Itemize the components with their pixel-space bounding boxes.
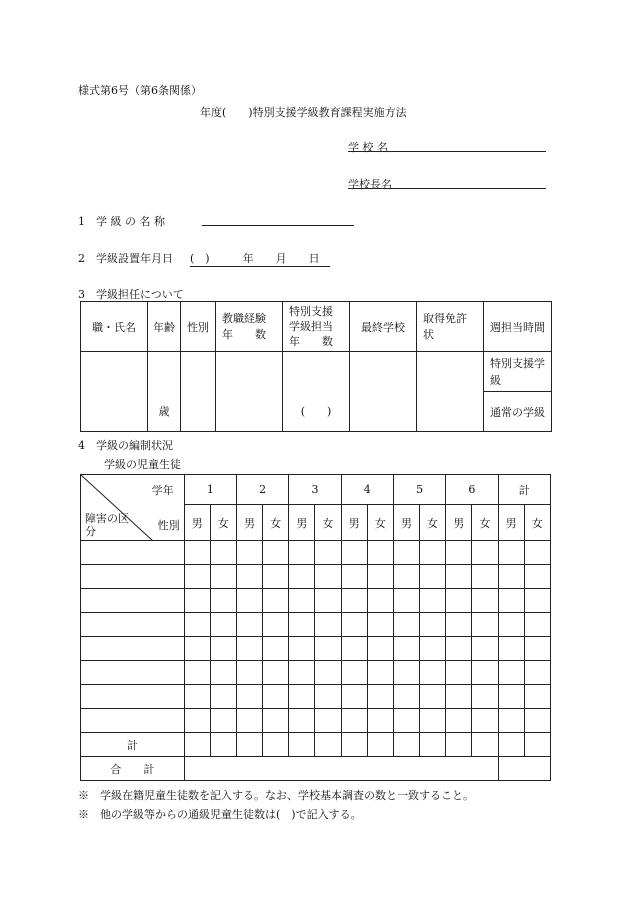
count-cell[interactable]: [393, 733, 419, 757]
table-row: [81, 541, 551, 565]
count-cell[interactable]: [289, 709, 315, 733]
grade-total: 計: [498, 475, 550, 505]
teacher-table: [80, 301, 567, 432]
count-cell[interactable]: [367, 541, 393, 565]
count-cell[interactable]: [210, 565, 236, 589]
student-table: [80, 474, 551, 781]
table-row: [81, 685, 551, 709]
count-cell[interactable]: [341, 661, 367, 685]
paren-placeholder: ( ): [300, 405, 332, 418]
count-cell[interactable]: [289, 541, 315, 565]
count-cell[interactable]: [524, 661, 550, 685]
count-cell[interactable]: [524, 541, 550, 565]
count-cell[interactable]: [210, 589, 236, 613]
count-cell[interactable]: [498, 661, 524, 685]
count-cell[interactable]: [524, 709, 550, 733]
count-cell[interactable]: [524, 565, 550, 589]
count-cell[interactable]: [393, 541, 419, 565]
count-cell[interactable]: [472, 565, 498, 589]
count-cell[interactable]: [315, 613, 341, 637]
count-cell[interactable]: [446, 661, 472, 685]
count-cell[interactable]: [341, 709, 367, 733]
count-cell[interactable]: [341, 733, 367, 757]
disability-category-cell[interactable]: [81, 661, 185, 685]
count-cell[interactable]: [446, 637, 472, 661]
count-cell[interactable]: [289, 589, 315, 613]
gender-male-2: 男: [236, 505, 262, 541]
count-cell[interactable]: [236, 541, 262, 565]
count-cell[interactable]: [420, 661, 446, 685]
count-cell[interactable]: [498, 733, 524, 757]
class-name-field[interactable]: [202, 225, 354, 226]
count-cell[interactable]: [210, 733, 236, 757]
grand-total-sum-cell[interactable]: [498, 757, 550, 781]
cell-license[interactable]: [417, 352, 484, 432]
disability-category-cell[interactable]: [81, 709, 185, 733]
count-cell[interactable]: [289, 565, 315, 589]
grand-total-label: 合 計: [81, 757, 185, 781]
grade-6: 6: [446, 475, 498, 505]
count-cell[interactable]: [236, 733, 262, 757]
count-cell[interactable]: [420, 685, 446, 709]
count-cell[interactable]: [263, 709, 289, 733]
count-cell[interactable]: [184, 709, 210, 733]
count-cell[interactable]: [420, 613, 446, 637]
school-name-field[interactable]: [348, 151, 546, 152]
disability-label: 障害の区分: [85, 512, 129, 538]
grand-total-value-cell[interactable]: [184, 757, 498, 781]
subtotal-label: 計: [81, 733, 185, 757]
count-cell[interactable]: [524, 613, 550, 637]
class-established-date-field[interactable]: ( ) 年 月 日: [190, 250, 330, 267]
count-cell[interactable]: [420, 565, 446, 589]
count-cell[interactable]: [263, 565, 289, 589]
count-cell[interactable]: [184, 733, 210, 757]
header-license: 取得免許状: [417, 302, 484, 352]
count-cell[interactable]: [184, 637, 210, 661]
count-cell[interactable]: [367, 733, 393, 757]
count-cell[interactable]: [236, 661, 262, 685]
gender-male-4: 男: [341, 505, 367, 541]
age-unit: 歳: [158, 405, 170, 418]
count-cell[interactable]: [210, 709, 236, 733]
count-cell[interactable]: [289, 661, 315, 685]
header-gender: 性別: [181, 302, 216, 352]
weekly-regular-class: 通常の学級: [484, 392, 552, 432]
count-cell[interactable]: [184, 565, 210, 589]
count-cell[interactable]: [184, 661, 210, 685]
count-cell[interactable]: [289, 613, 315, 637]
count-cell[interactable]: [289, 637, 315, 661]
count-cell[interactable]: [210, 613, 236, 637]
count-cell[interactable]: [315, 733, 341, 757]
count-cell[interactable]: [263, 589, 289, 613]
cell-position-name[interactable]: [81, 352, 148, 432]
count-cell[interactable]: [393, 565, 419, 589]
count-cell[interactable]: [341, 637, 367, 661]
grade-5: 5: [393, 475, 445, 505]
form-number-label: 様式第6号（第6条関係）: [78, 84, 202, 97]
cell-teaching-years[interactable]: [216, 352, 283, 432]
count-cell[interactable]: [236, 589, 262, 613]
cell-gender[interactable]: [181, 352, 216, 432]
school-name-label: 学 校 名: [348, 141, 388, 154]
count-cell[interactable]: [472, 733, 498, 757]
header-special-class-years: 特別支援学級担当年 数: [283, 302, 350, 352]
note-1: ※ 学級在籍児童生徒数を記入する。なお、学校基本調査の数と一致すること。: [78, 789, 474, 802]
note-2: ※ 他の学級等からの通級児童生徒数は( )で記入する。: [78, 808, 362, 821]
count-cell[interactable]: [524, 637, 550, 661]
count-cell[interactable]: [263, 685, 289, 709]
count-cell[interactable]: [263, 613, 289, 637]
count-cell[interactable]: [315, 685, 341, 709]
count-cell[interactable]: [498, 541, 524, 565]
count-cell[interactable]: [341, 541, 367, 565]
count-cell[interactable]: [472, 709, 498, 733]
count-cell[interactable]: [236, 613, 262, 637]
count-cell[interactable]: [315, 541, 341, 565]
gender-female-1: 女: [210, 505, 236, 541]
grade-gender-header: [81, 475, 185, 541]
table-row: [81, 637, 551, 661]
count-cell[interactable]: [420, 589, 446, 613]
count-cell[interactable]: [263, 733, 289, 757]
class-established-label: 2 学級設置年月日: [78, 252, 173, 265]
table-row: [81, 613, 551, 637]
table-row: [81, 709, 551, 733]
count-cell[interactable]: [420, 709, 446, 733]
principal-name-field[interactable]: [348, 188, 546, 189]
count-cell[interactable]: [498, 589, 524, 613]
count-cell[interactable]: [393, 613, 419, 637]
count-cell[interactable]: [420, 637, 446, 661]
count-cell[interactable]: [341, 685, 367, 709]
count-cell[interactable]: [524, 685, 550, 709]
count-cell[interactable]: [236, 637, 262, 661]
count-cell[interactable]: [524, 733, 550, 757]
count-cell[interactable]: [393, 685, 419, 709]
count-cell[interactable]: [472, 589, 498, 613]
count-cell[interactable]: [315, 637, 341, 661]
count-cell[interactable]: [446, 685, 472, 709]
disability-category-cell[interactable]: [81, 589, 185, 613]
header-final-school: 最終学校: [350, 302, 417, 352]
table-row: [81, 589, 551, 613]
gender-male-5: 男: [393, 505, 419, 541]
count-cell[interactable]: [367, 613, 393, 637]
count-cell[interactable]: [341, 613, 367, 637]
document-title: 年度( )特別支援学級教育課程実施方法: [200, 106, 407, 119]
count-cell[interactable]: [420, 541, 446, 565]
disability-category-cell[interactable]: [81, 541, 185, 565]
count-cell[interactable]: [236, 685, 262, 709]
homeroom-teacher-label: 3 学級担任について: [78, 288, 184, 301]
gender-female-2: 女: [263, 505, 289, 541]
count-cell[interactable]: [446, 709, 472, 733]
table-row: [81, 661, 551, 685]
disability-category-cell[interactable]: [81, 685, 185, 709]
count-cell[interactable]: [289, 733, 315, 757]
count-cell[interactable]: [184, 589, 210, 613]
count-cell[interactable]: [498, 613, 524, 637]
cell-special-class-years[interactable]: [283, 352, 350, 432]
disability-category-cell[interactable]: [81, 565, 185, 589]
gender-female-3: 女: [315, 505, 341, 541]
gender-male-7: 男: [498, 505, 524, 541]
grade-label: 学年: [151, 484, 174, 497]
grade-3: 3: [289, 475, 341, 505]
count-cell[interactable]: [446, 589, 472, 613]
grade-2: 2: [236, 475, 288, 505]
count-cell[interactable]: [184, 613, 210, 637]
count-cell[interactable]: [498, 565, 524, 589]
header-teaching-years: 教職経験年 数: [216, 302, 283, 352]
header-position-name: 職・氏名: [81, 302, 148, 352]
count-cell[interactable]: [446, 541, 472, 565]
gender-male-6: 男: [446, 505, 472, 541]
count-cell[interactable]: [472, 637, 498, 661]
class-students-label: 学級の児童生徒: [104, 458, 181, 471]
grade-1: 1: [184, 475, 236, 505]
subtotal-row: [81, 733, 551, 757]
count-cell[interactable]: [341, 565, 367, 589]
gender-label: 性別: [157, 519, 180, 532]
count-cell[interactable]: [446, 565, 472, 589]
count-cell[interactable]: [446, 733, 472, 757]
count-cell[interactable]: [472, 541, 498, 565]
table-row: [81, 565, 551, 589]
count-cell[interactable]: [393, 589, 419, 613]
count-cell[interactable]: [367, 565, 393, 589]
count-cell[interactable]: [367, 589, 393, 613]
count-cell[interactable]: [184, 541, 210, 565]
count-cell[interactable]: [472, 613, 498, 637]
count-cell[interactable]: [315, 709, 341, 733]
count-cell[interactable]: [498, 709, 524, 733]
count-cell[interactable]: [210, 541, 236, 565]
grade-4: 4: [341, 475, 393, 505]
count-cell[interactable]: [367, 661, 393, 685]
count-cell[interactable]: [472, 685, 498, 709]
count-cell[interactable]: [184, 685, 210, 709]
count-cell[interactable]: [393, 637, 419, 661]
count-cell[interactable]: [367, 637, 393, 661]
gender-female-4: 女: [367, 505, 393, 541]
gender-female-5: 女: [420, 505, 446, 541]
count-cell[interactable]: [341, 589, 367, 613]
cell-age[interactable]: [148, 352, 181, 432]
count-cell[interactable]: [446, 613, 472, 637]
count-cell[interactable]: [210, 661, 236, 685]
count-cell[interactable]: [524, 589, 550, 613]
gender-female-6: 女: [472, 505, 498, 541]
grand-total-row: [81, 757, 551, 781]
count-cell[interactable]: [315, 661, 341, 685]
count-cell[interactable]: [236, 709, 262, 733]
disability-category-cell[interactable]: [81, 637, 185, 661]
header-weekly-hours: 週担当時間: [484, 302, 552, 352]
count-cell[interactable]: [367, 685, 393, 709]
count-cell[interactable]: [498, 637, 524, 661]
count-cell[interactable]: [236, 565, 262, 589]
header-age: 年齢: [148, 302, 181, 352]
principal-name-label: 学校長名: [348, 178, 392, 191]
class-organization-label: 4 学級の編制状況: [78, 439, 173, 452]
gender-male-1: 男: [184, 505, 210, 541]
count-cell[interactable]: [263, 661, 289, 685]
count-cell[interactable]: [210, 685, 236, 709]
count-cell[interactable]: [263, 637, 289, 661]
gender-male-3: 男: [289, 505, 315, 541]
cell-final-school[interactable]: [350, 352, 417, 432]
count-cell[interactable]: [498, 685, 524, 709]
disability-category-cell[interactable]: [81, 613, 185, 637]
count-cell[interactable]: [210, 637, 236, 661]
weekly-special-class: 特別支援学 級: [484, 352, 552, 392]
gender-female-7: 女: [524, 505, 550, 541]
count-cell[interactable]: [263, 541, 289, 565]
count-cell[interactable]: [393, 661, 419, 685]
count-cell[interactable]: [289, 685, 315, 709]
count-cell[interactable]: [472, 661, 498, 685]
count-cell[interactable]: [367, 709, 393, 733]
count-cell[interactable]: [315, 565, 341, 589]
count-cell[interactable]: [315, 589, 341, 613]
count-cell[interactable]: [393, 709, 419, 733]
class-name-label: 1 学 級 の 名 称: [78, 215, 165, 228]
count-cell[interactable]: [420, 733, 446, 757]
